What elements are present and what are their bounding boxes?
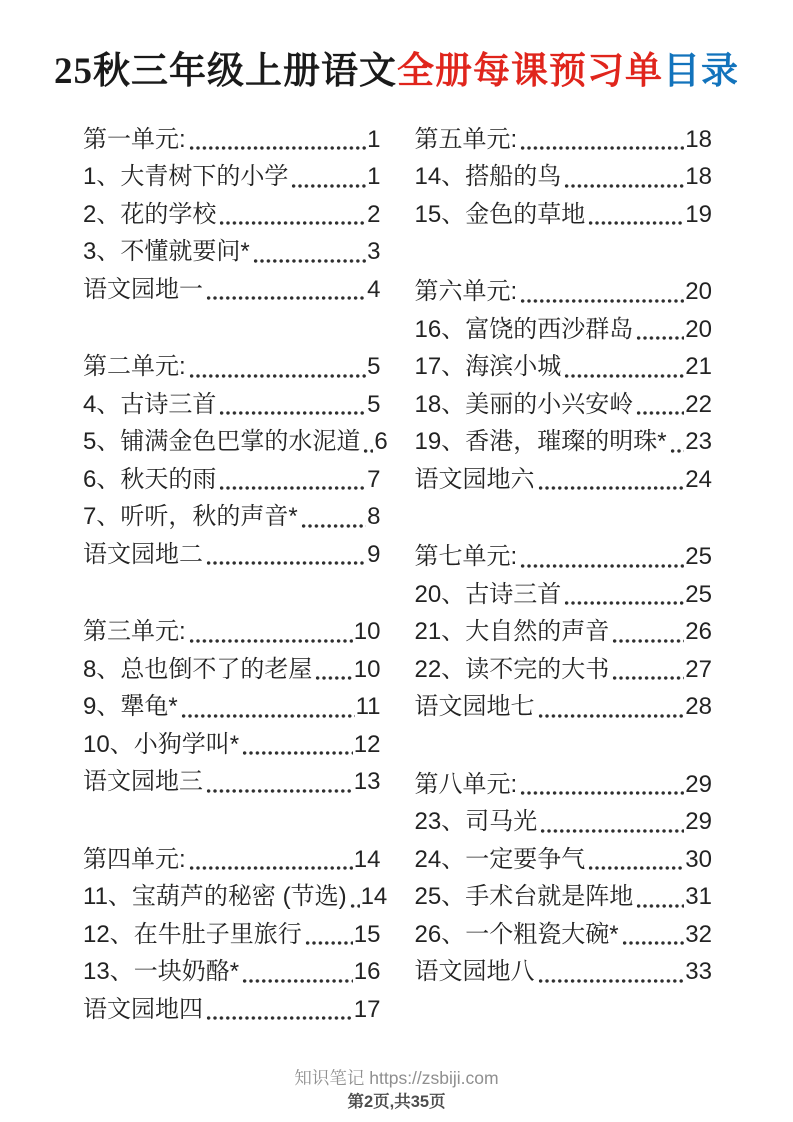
toc-row xyxy=(415,196,713,234)
toc-row xyxy=(415,841,713,879)
toc-page-number: 6 xyxy=(374,428,388,456)
toc-row xyxy=(415,311,713,349)
toc-entry-label: 语文园地二 xyxy=(83,540,203,568)
toc-entry-label: 第八单元: xyxy=(414,770,518,798)
toc-row xyxy=(415,803,713,841)
toc-page-number: 22 xyxy=(685,390,712,418)
toc-page-number: 18 xyxy=(685,163,712,191)
toc-page-number: 26 xyxy=(685,618,712,646)
toc-entry-label: 第五单元: xyxy=(414,125,518,153)
toc-entry-label: 12、在牛肚子里旅行 xyxy=(83,920,302,948)
toc-dot-leader xyxy=(305,940,353,946)
toc-dot-leader xyxy=(291,183,366,189)
toc-section xyxy=(415,121,713,234)
toc-row xyxy=(415,576,713,614)
toc-page-number: 25 xyxy=(685,580,712,608)
toc-row xyxy=(83,158,381,196)
toc-dot-leader xyxy=(219,410,366,416)
title-segment-red: 全册每课预习单 xyxy=(397,51,663,92)
toc-entry-label: 16、富饶的西沙群岛 xyxy=(414,315,634,343)
toc-row xyxy=(83,386,381,424)
toc-dot-leader xyxy=(315,675,352,681)
toc-page-number: 4 xyxy=(367,275,381,303)
toc-page-number: 20 xyxy=(685,278,712,306)
toc-entry-label: 13、一块奶酪* xyxy=(83,958,240,986)
toc-dot-leader xyxy=(253,258,366,264)
toc-page-number: 29 xyxy=(685,770,712,798)
toc-entry-label: 4、古诗三首 xyxy=(83,390,217,418)
toc-dot-leader xyxy=(189,865,353,871)
toc-row xyxy=(415,613,713,651)
toc-page-number: 19 xyxy=(685,200,712,228)
page-title xyxy=(0,48,793,96)
toc-dot-leader xyxy=(540,828,684,834)
toc-page-number: 1 xyxy=(367,125,381,153)
toc-dot-leader xyxy=(181,713,355,719)
toc-row xyxy=(415,688,713,726)
toc-page-number: 7 xyxy=(367,465,381,493)
toc-dot-leader xyxy=(189,145,366,151)
footer-site-text: 知识笔记 https://zsbiji.com xyxy=(294,1068,499,1088)
toc-page-number: 9 xyxy=(367,540,381,568)
toc-entry-label: 语文园地一 xyxy=(83,275,203,303)
toc-dot-leader xyxy=(520,298,684,304)
toc-page-number: 30 xyxy=(685,845,712,873)
toc-dot-leader xyxy=(301,523,366,529)
toc-entry-label: 21、大自然的声音 xyxy=(414,618,610,646)
toc-page-number: 23 xyxy=(685,428,712,456)
toc-row xyxy=(83,991,381,1029)
toc-entry-label: 9、犟龟* xyxy=(83,693,178,721)
toc-dot-leader xyxy=(538,485,685,491)
toc-page-number: 17 xyxy=(353,995,381,1023)
toc-dot-leader xyxy=(636,335,684,341)
toc-section xyxy=(83,841,388,1029)
toc-row xyxy=(415,273,713,311)
toc-section xyxy=(83,613,381,801)
toc-entry-label: 语文园地六 xyxy=(414,465,535,493)
toc-dot-leader xyxy=(538,713,685,719)
toc-row xyxy=(415,651,713,689)
toc-entry-label: 语文园地四 xyxy=(83,995,203,1023)
toc-row xyxy=(83,233,381,271)
toc-page-number: 11 xyxy=(355,693,381,721)
toc-row xyxy=(83,726,381,764)
toc-page-number: 14 xyxy=(360,883,388,911)
toc-page-number: 14 xyxy=(353,845,381,873)
toc-page-number: 10 xyxy=(353,655,381,683)
table-of-contents xyxy=(0,121,793,1029)
toc-page-number: 18 xyxy=(685,125,712,153)
toc-page-number: 28 xyxy=(685,693,712,721)
toc-row xyxy=(83,348,381,386)
toc-entry-label: 语文园地三 xyxy=(83,768,203,796)
toc-dot-leader xyxy=(636,903,684,909)
toc-dot-leader xyxy=(242,978,353,984)
toc-page-number: 21 xyxy=(685,353,712,381)
toc-dot-leader xyxy=(206,560,366,566)
title-segment-black: 25秋三年级上册语文 xyxy=(54,51,397,92)
toc-entry-label: 7、听听，秋的声音* xyxy=(83,503,298,531)
toc-entry-label: 3、不懂就要问* xyxy=(83,238,250,266)
toc-dot-leader xyxy=(622,940,685,946)
toc-entry-label: 25、手术台就是阵地 xyxy=(414,883,634,911)
toc-page-number: 5 xyxy=(367,353,381,381)
toc-dot-leader xyxy=(189,638,353,644)
toc-dot-leader xyxy=(520,145,684,151)
toc-column-left xyxy=(83,121,388,1029)
toc-dot-leader xyxy=(564,183,684,189)
toc-dot-leader xyxy=(588,865,684,871)
toc-entry-label: 22、读不完的大书 xyxy=(414,655,610,683)
title-segment-blue: 目录 xyxy=(663,51,739,92)
toc-row xyxy=(415,878,713,916)
toc-column-right xyxy=(415,121,713,1029)
toc-entry-label: 第一单元: xyxy=(83,125,186,153)
toc-row xyxy=(83,613,381,651)
toc-section xyxy=(83,348,388,573)
toc-row xyxy=(415,386,713,424)
toc-row xyxy=(83,536,381,574)
toc-entry-label: 2、花的学校 xyxy=(83,200,217,228)
toc-row xyxy=(83,121,381,159)
toc-row xyxy=(83,498,381,536)
toc-entry-label: 第三单元: xyxy=(83,618,186,646)
toc-row xyxy=(83,953,381,991)
toc-row xyxy=(415,423,713,461)
toc-dot-leader xyxy=(189,373,366,379)
toc-dot-leader xyxy=(206,788,353,794)
toc-row xyxy=(83,196,381,234)
toc-page-number: 27 xyxy=(685,655,712,683)
toc-page-number: 31 xyxy=(685,883,712,911)
toc-page-number: 29 xyxy=(685,808,712,836)
toc-entry-label: 语文园地七 xyxy=(414,693,535,721)
toc-page-number: 10 xyxy=(353,618,381,646)
toc-page-number: 8 xyxy=(367,503,381,531)
toc-entry-label: 24、一定要争气 xyxy=(414,845,586,873)
toc-page-number: 1 xyxy=(367,163,381,191)
toc-dot-leader xyxy=(636,410,684,416)
toc-dot-leader xyxy=(612,675,684,681)
toc-entry-label: 17、海滨小城 xyxy=(414,353,562,381)
toc-dot-leader xyxy=(612,638,684,644)
toc-entry-label: 26、一个粗瓷大碗* xyxy=(414,920,619,948)
toc-page-number: 32 xyxy=(685,920,712,948)
toc-dot-leader xyxy=(520,563,684,569)
toc-dot-leader xyxy=(520,790,684,796)
toc-section xyxy=(415,538,713,726)
toc-entry-label: 10、小狗学叫* xyxy=(83,730,240,758)
toc-entry-label: 11、宝葫芦的秘密 (节选) xyxy=(83,883,347,911)
toc-dot-leader xyxy=(670,448,685,454)
toc-row xyxy=(83,916,381,954)
toc-dot-leader xyxy=(564,373,684,379)
toc-dot-leader xyxy=(350,903,360,909)
toc-entry-label: 语文园地八 xyxy=(414,958,535,986)
footer-page-indicator: 第2页,共35页 xyxy=(347,1093,446,1111)
toc-entry-label: 第二单元: xyxy=(83,353,186,381)
toc-row xyxy=(83,878,388,916)
toc-dot-leader xyxy=(219,485,366,491)
toc-dot-leader xyxy=(363,448,373,454)
toc-entry-label: 5、铺满金色巴掌的水泥道 xyxy=(83,428,361,456)
toc-entry-label: 第四单元: xyxy=(83,845,186,873)
toc-row xyxy=(415,766,713,804)
toc-page-number: 16 xyxy=(353,958,381,986)
toc-row xyxy=(83,461,381,499)
toc-dot-leader xyxy=(242,750,353,756)
toc-page-number: 20 xyxy=(685,315,712,343)
toc-row xyxy=(415,461,713,499)
toc-dot-leader xyxy=(206,1015,353,1021)
toc-row xyxy=(83,423,388,461)
toc-page-number: 24 xyxy=(685,465,712,493)
toc-entry-label: 第七单元: xyxy=(414,543,518,571)
toc-row xyxy=(415,538,713,576)
toc-row xyxy=(83,688,381,726)
toc-entry-label: 6、秋天的雨 xyxy=(83,465,217,493)
toc-row xyxy=(415,158,713,196)
toc-row xyxy=(83,651,381,689)
toc-dot-leader xyxy=(219,220,366,226)
toc-entry-label: 1、大青树下的小学 xyxy=(83,163,289,191)
toc-entry-label: 19、香港，璀璨的明珠* xyxy=(414,428,667,456)
toc-row xyxy=(83,763,381,801)
toc-page-number: 33 xyxy=(685,958,712,986)
toc-dot-leader xyxy=(588,220,684,226)
toc-entry-label: 23、司马光 xyxy=(414,808,538,836)
toc-row xyxy=(415,121,713,159)
toc-page-number: 12 xyxy=(353,730,381,758)
toc-entry-label: 8、总也倒不了的老屋 xyxy=(83,655,313,683)
toc-entry-label: 15、金色的草地 xyxy=(414,200,586,228)
toc-page-number: 13 xyxy=(353,768,381,796)
toc-page-number: 2 xyxy=(367,200,381,228)
toc-row xyxy=(415,348,713,386)
toc-row xyxy=(83,841,381,879)
toc-entry-label: 第六单元: xyxy=(414,278,518,306)
toc-entry-label: 18、美丽的小兴安岭 xyxy=(414,390,634,418)
toc-dot-leader xyxy=(206,295,366,301)
toc-section xyxy=(415,766,713,991)
toc-dot-leader xyxy=(538,978,685,984)
toc-section xyxy=(83,121,381,309)
toc-page-number: 5 xyxy=(367,390,381,418)
toc-row xyxy=(83,271,381,309)
toc-page-number: 3 xyxy=(367,238,381,266)
toc-row xyxy=(415,916,713,954)
toc-entry-label: 14、搭船的鸟 xyxy=(414,163,562,191)
toc-entry-label: 20、古诗三首 xyxy=(414,580,562,608)
toc-dot-leader xyxy=(564,600,684,606)
toc-page-number: 25 xyxy=(685,543,712,571)
toc-page-number: 15 xyxy=(353,920,381,948)
page-footer xyxy=(0,1065,793,1114)
toc-row xyxy=(415,953,713,991)
toc-section xyxy=(415,273,713,498)
